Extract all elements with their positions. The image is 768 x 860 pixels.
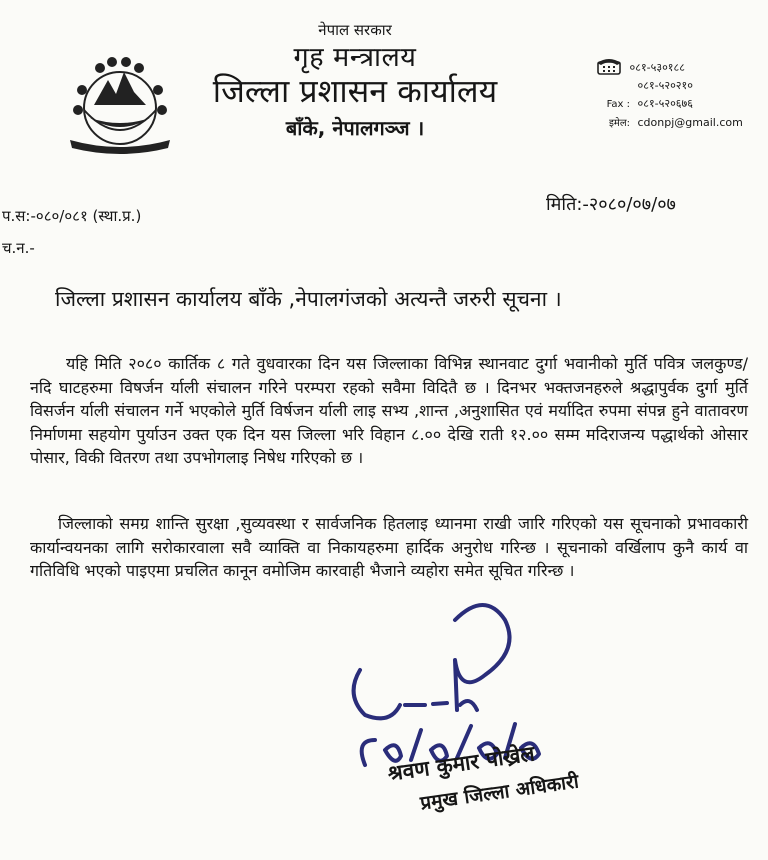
email-label: इमेल: bbox=[608, 118, 630, 129]
government-name: नेपाल सरकार bbox=[318, 21, 392, 39]
contact-phone-row-1 bbox=[596, 57, 766, 77]
notice-paragraph-1: यहि मिति २०८० कार्तिक ८ गते वुधवारका दिन यस जिल्लाका विभिन्न स्थानवाट दुर्गा भवानीको मुर्ति पवित्र जलकुण्ड/ नदि घाटहरुमा विषर्जन र्याली संचालन गरिने परम्परा रहको सवैमा विदितै छ । दिनभर भक्तजनहरुले श्रद्धापुर्वक दुर्गा मुर्ति विसर्जन र्याली संचालन गर्ने भएकोले मुर्ति विर्षजन र्याली लाइ सभ्य ,शान्त ,अनुशासित एवं मर्यादित रुपमा संपन्न हुने वातावरण निर्माणमा सहयोग पुर्याउन उक्त एक दिन यस जिल्ला भरि विहान ८.०० देखि राती १२.०० सम्म मदिराजन्य पद्धार्थको ओसार पोसार, विकी वितरण तथा उपभोगलाइ निषेध गरिएको छ । bbox=[30, 354, 748, 467]
letterhead bbox=[190, 20, 520, 141]
nepal-emblem-logo bbox=[60, 50, 180, 160]
reference-number: प.स:-०८०/०८१ (स्था.प्र.) bbox=[2, 207, 142, 225]
contact-phone-row-2 bbox=[596, 77, 766, 95]
signatory-title: प्रमुख जिल्ला अधिकारी bbox=[418, 770, 581, 815]
fax-label: Fax : bbox=[606, 99, 630, 110]
email-address: cdonpj@gmail.com bbox=[637, 116, 743, 129]
contact-block bbox=[596, 57, 766, 133]
ministry-name: गृह मन्त्रालय bbox=[293, 42, 417, 73]
notice-paragraph-2: जिल्लाको समग्र शान्ति सुरक्षा ,सुव्यवस्था र सार्वजनिक हितलाइ ध्यानमा राखी जारि गरिएको यस सूचनाको प्रभावकारी कार्यान्वयनका लागि सरोकारवाला सवै व्याक्ति वा निकायहरुमा हार्दिक अनुरोध गरिन्छ । सूचनाको वर्खिलाप कुनै कार्य वा गतिविधि भएको पाइएमा प्रचलित कानून वमोजिम कारवाही भैजाने व्यहोरा समेत सूचित गरिन्छ । bbox=[30, 514, 748, 580]
phone-number-1: ०८१-५३०१८८ bbox=[629, 61, 685, 74]
contact-email-row bbox=[596, 114, 766, 133]
dispatch-number: च.न.- bbox=[2, 239, 35, 257]
notice-title: जिल्ला प्रशासन कार्यालय बाँके ,नेपालगंजको अत्यन्तै जरुरी सूचना । bbox=[55, 287, 562, 311]
phone-number-2: ०८१-५२०२१० bbox=[637, 79, 693, 92]
telephone-icon bbox=[596, 57, 622, 75]
signatory-name: श्रवण कुमार पोख्रेल bbox=[386, 741, 537, 786]
office-location: बाँके, नेपालगञ्ज । bbox=[285, 115, 425, 140]
letter-date: मिति:-२०८०/०७/०७ bbox=[546, 194, 676, 215]
fax-number: ०८१-५२०६७६ bbox=[637, 97, 693, 110]
contact-fax-row bbox=[596, 95, 766, 114]
office-name: जिल्ला प्रशासन कार्यालय bbox=[212, 72, 498, 111]
